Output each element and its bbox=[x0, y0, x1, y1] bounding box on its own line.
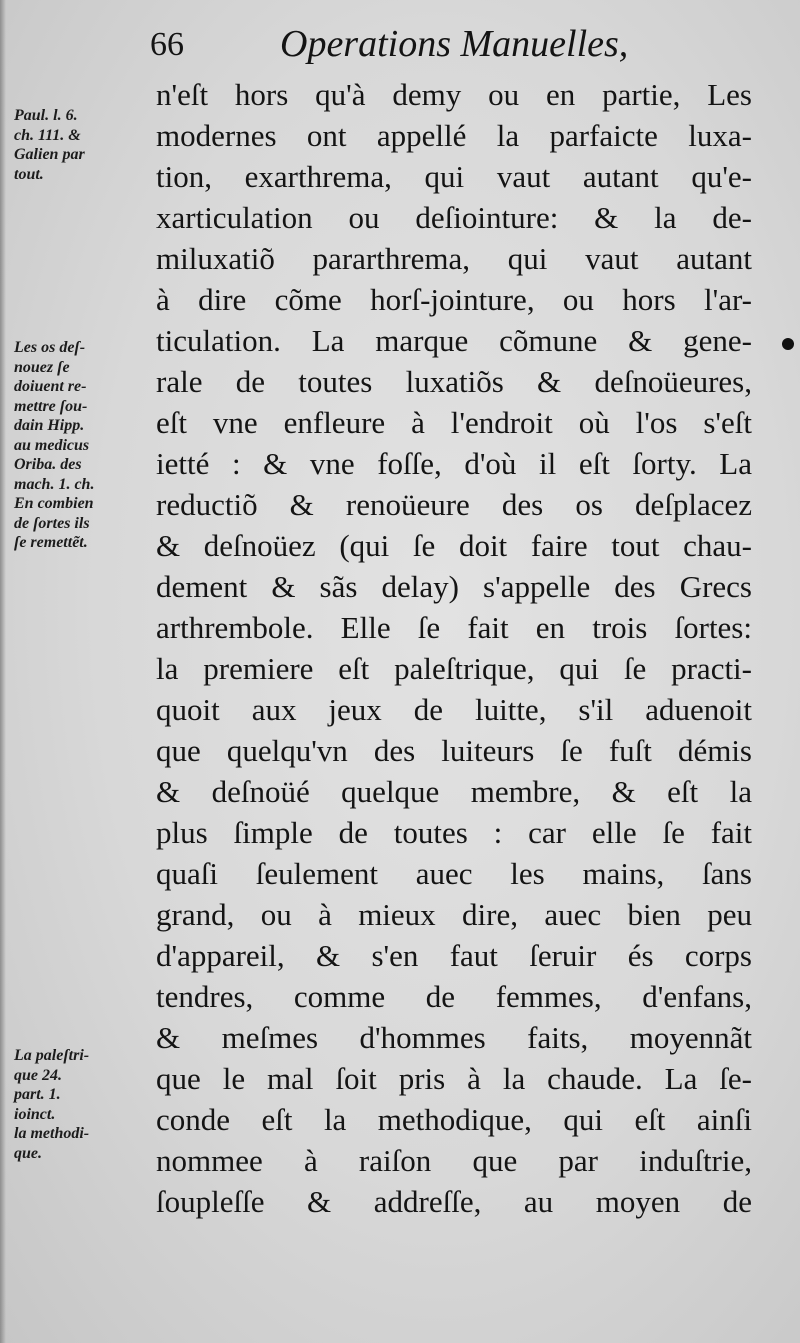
text-line: que quelqu'vn des luiteurs ſe fuſt démis bbox=[156, 733, 752, 768]
margin-note-line: tout. bbox=[14, 165, 44, 183]
margin-note-line: de ſortes ils bbox=[14, 514, 90, 532]
text-line: tion, exarthrema, qui vaut autant qu'e- bbox=[156, 159, 752, 194]
margin-note-line: ſe remettẽt. bbox=[14, 534, 88, 551]
margin-note-line: En combien bbox=[14, 495, 94, 512]
text-line: eſt vne enfleure à l'endroit où l'os s'eſt bbox=[156, 405, 752, 440]
text-line: ticulation. La marque cõmune & gene- bbox=[156, 323, 752, 358]
margin-note-line: part. 1. bbox=[14, 1086, 61, 1103]
margin-note-line: dain Hipp. bbox=[14, 417, 85, 434]
margin-note-line: Paul. l. 6. bbox=[14, 107, 78, 124]
margin-note-line: doiuent re- bbox=[14, 378, 87, 395]
text-line: quoit aux jeux de luitte, s'il aduenoit bbox=[156, 692, 752, 727]
main-text-block bbox=[156, 74, 752, 1222]
margin-note-line: la methodi- bbox=[14, 1125, 90, 1142]
margin-note-line: mettre ſou- bbox=[14, 397, 88, 415]
text-line: n'eſt hors qu'à demy ou en partie, Les bbox=[156, 77, 752, 112]
text-line: modernes ont appellé la parfaicte luxa- bbox=[156, 118, 752, 153]
page-header bbox=[150, 22, 790, 70]
text-line: arthrembole. Elle ſe fait en trois ſortes: bbox=[156, 610, 752, 645]
margin-note-line: Les os deſ- bbox=[14, 339, 86, 356]
text-line: plus ſimple de toutes : car elle ſe fait bbox=[156, 815, 752, 850]
text-line: quaſi ſeulement auec les mains, ſans bbox=[156, 856, 752, 891]
ink-dot-mark bbox=[782, 338, 794, 350]
margin-note-line: nouez ſe bbox=[14, 358, 70, 376]
text-line: reductiõ & renoüeure des os deſplacez bbox=[156, 487, 752, 522]
text-line: dement & sãs delay) s'appelle des Grecs bbox=[156, 569, 752, 604]
margin-note-line: ch. 111. & bbox=[14, 126, 81, 144]
text-line: que le mal ſoit pris à la chaude. La ſe- bbox=[156, 1061, 752, 1096]
margin-note-luxation bbox=[14, 338, 156, 553]
text-line: rale de toutes luxatiõs & deſnoüeures, bbox=[156, 364, 752, 399]
margin-note-line: mach. 1. ch. bbox=[14, 475, 95, 493]
margin-note-line: au medicus bbox=[14, 436, 90, 454]
text-line: grand, ou à mieux dire, auec bien peu bbox=[156, 897, 752, 932]
text-line: nommee à raiſon que par induſtrie, bbox=[156, 1143, 752, 1178]
margin-note-palestrique bbox=[14, 1046, 156, 1163]
text-line: conde eſt la methodique, qui eſt ainſi bbox=[156, 1102, 752, 1137]
margin-note-line: que 24. bbox=[14, 1066, 62, 1084]
text-line: à dire cõme horſ-jointure, ou hors l'ar- bbox=[156, 282, 752, 317]
margin-note-line: La paleſtri- bbox=[14, 1047, 90, 1064]
text-line: xarticulation ou deſiointure: & la de- bbox=[156, 200, 752, 235]
text-line: ſoupleſſe & addreſſe, au moyen de bbox=[156, 1184, 752, 1219]
margin-note-line: Oriba. des bbox=[14, 456, 82, 473]
running-title: Operations Manuelles, bbox=[280, 23, 629, 65]
text-line: tendres, comme de femmes, d'enfans, bbox=[156, 979, 752, 1014]
margin-note-references bbox=[14, 106, 156, 184]
margin-note-line: que. bbox=[14, 1144, 42, 1162]
text-line: & deſnoüé quelque membre, & eſt la bbox=[156, 774, 752, 809]
margin-note-line: ioinct. bbox=[14, 1105, 56, 1123]
page-number: 66 bbox=[150, 26, 184, 63]
text-line: & meſmes d'hommes faits, moyennãt bbox=[156, 1020, 752, 1055]
page-edge-shadow bbox=[0, 0, 6, 1343]
text-line: & deſnoüez (qui ſe doit faire tout chau- bbox=[156, 528, 752, 563]
text-line: d'appareil, & s'en faut ſeruir és corps bbox=[156, 938, 752, 973]
text-line: la premiere eſt paleſtrique, qui ſe practi- bbox=[156, 651, 752, 686]
text-line: ietté : & vne foſſe, d'où il eſt ſorty. La bbox=[156, 446, 752, 481]
text-line: miluxatiõ pararthrema, qui vaut autant bbox=[156, 241, 752, 276]
margin-note-line: Galien par bbox=[14, 146, 85, 163]
